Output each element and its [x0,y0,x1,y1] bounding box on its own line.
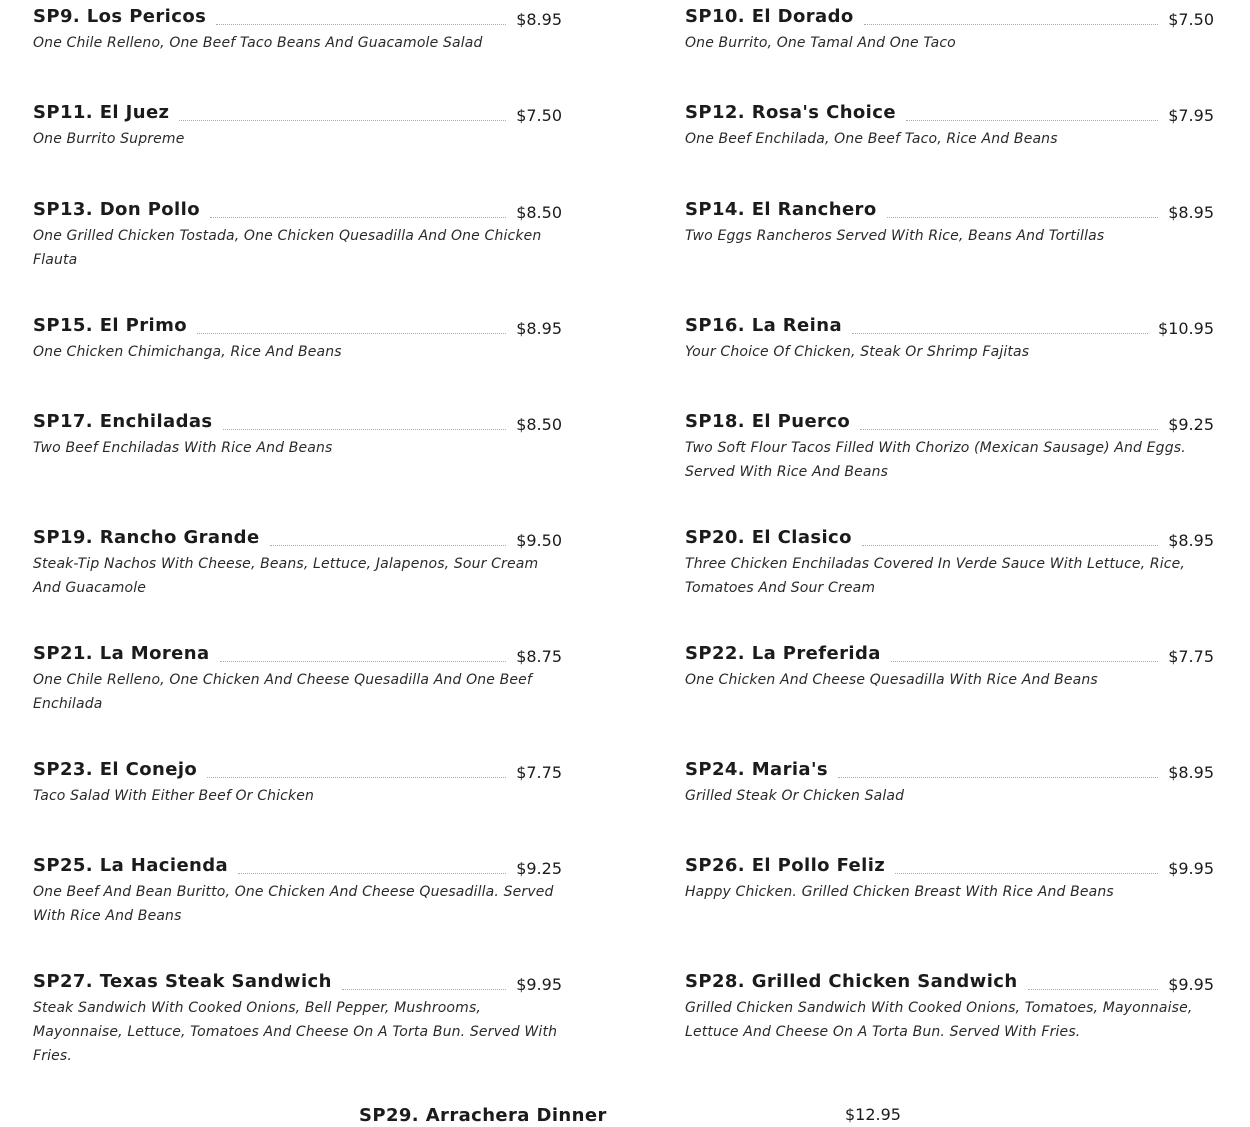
menu-item-name: SP9. Los Pericos [33,6,207,27]
menu-item-price: $8.75 [516,647,562,666]
menu-item-header [685,851,1214,877]
menu-item-header [33,195,562,221]
menu-item-header [33,407,562,433]
menu-item-name: SP25. La Hacienda [33,855,229,876]
dot-leader [887,216,1159,218]
menu-item-price: $9.95 [516,975,562,994]
dot-leader [852,332,1148,334]
menu-item-price: $7.75 [516,763,562,782]
menu-item-description: Grilled Steak Or Chicken Salad [685,788,905,804]
menu-item-header [33,98,562,124]
menu-item [685,967,1214,1044]
menu-item [33,98,562,151]
menu-item [685,98,1214,151]
dot-leader [862,544,1158,546]
dot-leader [270,544,507,546]
menu-item-cut-off [0,1105,1250,1126]
dot-leader [207,776,506,778]
dot-leader [197,332,506,334]
menu-item-price: $8.95 [1168,763,1214,782]
menu-item-name: SP13. Don Pollo [33,199,200,220]
menu-item [33,311,562,364]
dot-leader [179,119,506,121]
menu-item-name: SP21. La Morena [33,643,210,664]
menu-item-price: $12.95 [845,1105,901,1124]
menu-item-price: $9.95 [1168,975,1214,994]
menu-item-description: One Beef Enchilada, One Beef Taco, Rice And Beans [685,131,1058,147]
menu-item [685,311,1214,364]
menu-item-price: $9.50 [516,531,562,550]
menu-item-description: One Chicken And Cheese Quesadilla With Rice And Beans [685,672,1098,688]
menu-item-name: SP10. El Dorado [685,6,854,27]
dot-leader [860,428,1158,430]
menu-item-header [685,755,1214,781]
menu-item [685,851,1214,904]
menu-item-description: Two Eggs Rancheros Served With Rice, Beans And Tortillas [685,228,1105,244]
menu-item-name: SP12. Rosa's Choice [685,102,896,123]
menu-item [685,755,1214,808]
menu-item-header [33,755,562,781]
dot-leader [864,23,1159,25]
menu-item [685,639,1214,692]
menu-item-price: $10.95 [1158,319,1214,338]
menu-item [685,407,1214,484]
menu-item [33,2,562,55]
menu-item-price: $8.95 [516,10,562,29]
menu-item-price: $7.75 [1168,647,1214,666]
menu-item-header [685,195,1214,221]
dot-leader [210,216,506,218]
menu-item-header [685,311,1214,337]
menu-item-header [685,639,1214,665]
menu-item-name: SP26. El Pollo Feliz [685,855,886,876]
dot-leader [838,776,1158,778]
menu-item-description: Your Choice Of Chicken, Steak Or Shrimp Fajitas [685,344,1030,360]
menu-item-description: One Chile Relleno, One Chicken And Cheese Quesadilla And One Beef Enchilada [33,672,532,712]
menu-item-name: SP27. Texas Steak Sandwich [33,971,332,992]
menu-item-price: $8.95 [516,319,562,338]
menu-item [685,523,1214,600]
menu-item-header [685,407,1214,433]
menu-item-header [33,639,562,665]
menu-item-description: Two Soft Flour Tacos Filled With Chorizo (Mexican Sausage) And Eggs. Served With Rice And Beans [685,440,1186,480]
menu-item-name: SP16. La Reina [685,315,842,336]
menu-item [33,755,562,808]
menu-item-description: Two Beef Enchiladas With Rice And Beans [33,440,333,456]
menu-item-header [685,523,1214,549]
menu-item [33,967,562,1068]
menu-item-price: $9.95 [1168,859,1214,878]
menu-item [33,195,562,272]
menu-item-description: Taco Salad With Either Beef Or Chicken [33,788,315,804]
menu-item-header [33,311,562,337]
menu-item-description: One Beef And Bean Buritto, One Chicken And Cheese Quesadilla. Served With Rice And Beans [33,884,554,924]
menu-item-header [33,523,562,549]
menu-item-description: Steak-Tip Nachos With Cheese, Beans, Lettuce, Jalapenos, Sour Cream And Guacamole [33,556,539,596]
menu-item-header [685,967,1214,993]
menu-item-name: SP23. El Conejo [33,759,198,780]
dot-leader [342,988,506,990]
dot-leader [895,872,1158,874]
menu-item-name: SP28. Grilled Chicken Sandwich [685,971,1018,992]
menu-item-header [33,967,562,993]
menu-item-price: $7.50 [516,106,562,125]
menu-item-description: Three Chicken Enchiladas Covered In Verde Sauce With Lettuce, Rice, Tomatoes And Sour Cream [685,556,1186,596]
menu-item-header [685,2,1214,28]
menu-item-header [685,98,1214,124]
menu-item [33,523,562,600]
dot-leader [238,872,506,874]
menu-item-name: SP11. El Juez [33,102,170,123]
menu-item-description: One Chile Relleno, One Beef Taco Beans And Guacamole Salad [33,35,483,51]
menu-item-price: $8.95 [1168,531,1214,550]
menu-item-name: SP20. El Clasico [685,527,852,548]
menu-item-name: SP15. El Primo [33,315,188,336]
menu-item-description: One Burrito, One Tamal And One Taco [685,35,956,51]
menu-item-name: SP17. Enchiladas [33,411,213,432]
dot-leader [220,660,507,662]
menu-item-price: $8.95 [1168,203,1214,222]
menu-item-name: SP24. Maria's [685,759,828,780]
menu-item-price: $9.25 [1168,415,1214,434]
dot-leader [1028,988,1159,990]
dot-leader [216,23,506,25]
dot-leader [891,660,1158,662]
menu-item-description: Steak Sandwich With Cooked Onions, Bell Pepper, Mushrooms, Mayonnaise, Lettuce, Tomatoes And Cheese On A Torta Bun. Served With Fries. [33,1000,558,1064]
menu-item [685,195,1214,248]
menu-item-name: SP22. La Preferida [685,643,881,664]
menu-item-header [33,2,562,28]
menu-item [33,407,562,460]
menu-item-price: $9.25 [516,859,562,878]
menu-item-name: SP29. Arrachera Dinner [359,1105,607,1126]
menu-item-price: $8.50 [516,203,562,222]
menu-item-description: One Chicken Chimichanga, Rice And Beans [33,344,342,360]
menu-item-description: Happy Chicken. Grilled Chicken Breast With Rice And Beans [685,884,1114,900]
menu-item-price: $7.50 [1168,10,1214,29]
menu-item-header [33,851,562,877]
menu-item-name: SP14. El Ranchero [685,199,877,220]
menu-item [33,639,562,716]
menu-item-price: $7.95 [1168,106,1214,125]
menu-item-description: One Burrito Supreme [33,131,185,147]
menu-item-description: Grilled Chicken Sandwich With Cooked Onions, Tomatoes, Mayonnaise, Lettuce And Cheese On A Torta Bun. Served With Fries. [685,1000,1193,1040]
menu-item [685,2,1214,55]
menu-item-name: SP19. Rancho Grande [33,527,260,548]
menu-item-price: $8.50 [516,415,562,434]
menu-item [33,851,562,928]
dot-leader [906,119,1158,121]
menu-item-description: One Grilled Chicken Tostada, One Chicken Quesadilla And One Chicken Flauta [33,228,542,268]
dot-leader [223,428,507,430]
menu-item-name: SP18. El Puerco [685,411,851,432]
